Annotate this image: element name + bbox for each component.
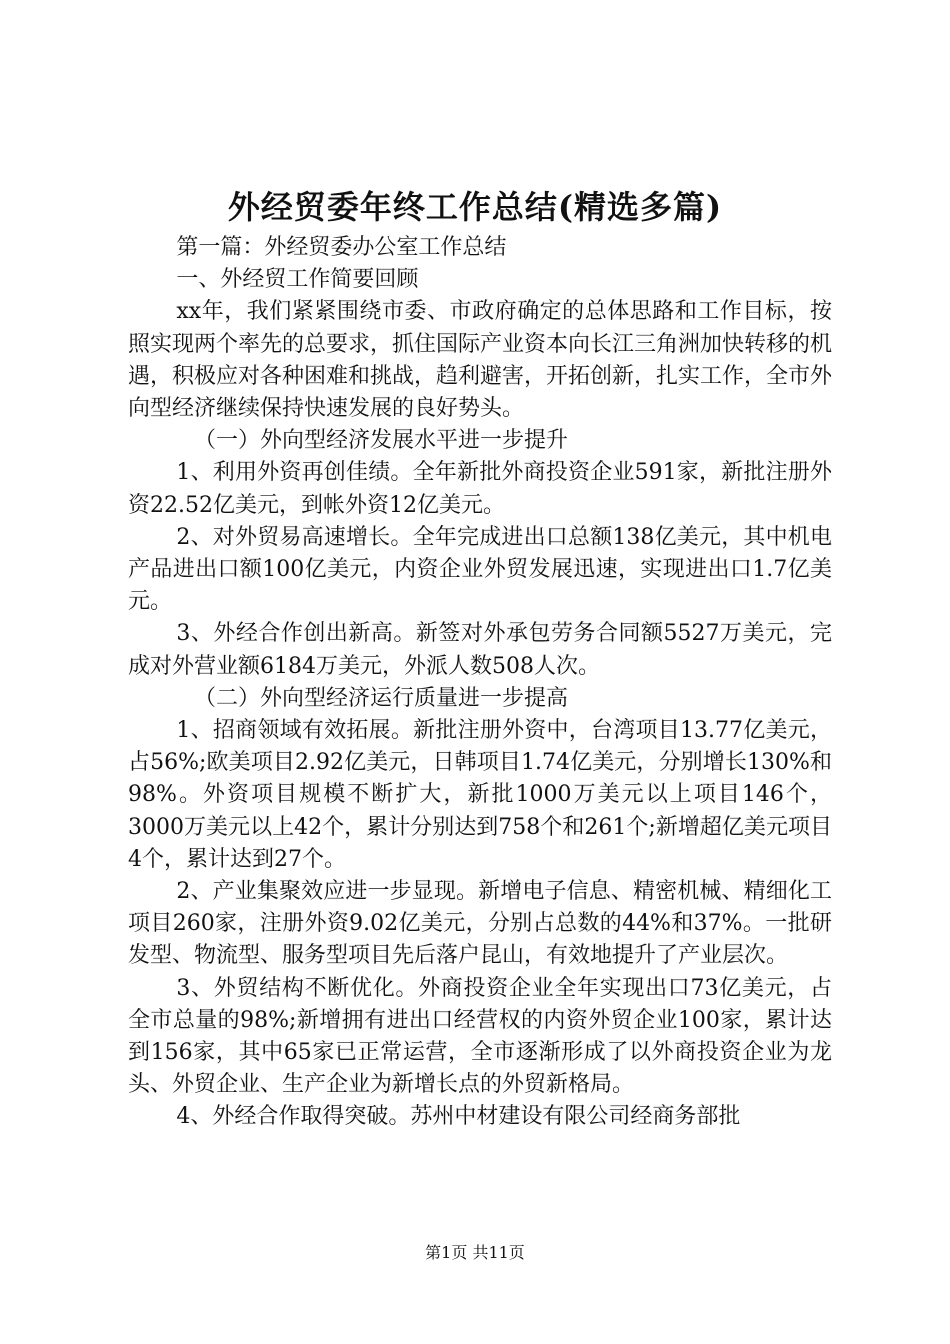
- paragraph-investment-fields: 1、招商领域有效拓展。新批注册外资中，台湾项目13.77亿美元，占56%;欧美项目2.92亿美元，日韩项目1.74亿美元，分别增长130%和98%。外资项目规模不断扩大，新批1000万美元以上项目146个，3000万美元以上42个，累计分别达到758个和261个;新增超亿美元项目4个，累计达到27个。: [128, 718, 832, 872]
- paragraph-industry-cluster: 2、产业集聚效应进一步显现。新增电子信息、精密机械、精细化工项目260家，注册外资9.02亿美元，分别占总数的44%和37%。一批研发型、物流型、服务型项目先后落户昆山，有效地提升了产业层次。: [128, 879, 832, 969]
- paragraph-foreign-trade: 2、对外贸易高速增长。全年完成进出口总额138亿美元，其中机电产品进出口额100亿美元，内资企业外贸发展迅速，实现进出口1.7亿美元。: [128, 524, 832, 615]
- paragraph-foreign-capital: 1、利用外资再创佳绩。全年新批外商投资企业591家，新批注册外资22.52亿美元，到帐外资12亿美元。: [128, 460, 832, 518]
- intro-paragraph: xx年，我们紧紧围绕市委、市政府确定的总体思路和工作目标，按照实现两个率先的总要求，抓住国际产业资本向长江三角洲加快转移的机遇，积极应对各种困难和挑战，趋利避害，开拓创新，扎实工作，全市外向型经济继续保持快速发展的良好势头。: [128, 299, 833, 422]
- paragraph-trade-structure: 3、外贸结构不断优化。外商投资企业全年实现出口73亿美元，占全市总量的98%;新增拥有进出口经营权的内资外贸企业100家，累计达到156家，其中65家已正常运营，全市逐渐形成了以外商投资企业为龙头、外贸企业、生产企业为新增长点的外贸新格局。: [128, 975, 832, 1098]
- paragraph-economic-cooperation: 3、外经合作创出新高。新签对外承包劳务合同额5527万美元，完成对外营业额6184万美元，外派人数508人次。: [128, 621, 832, 679]
- document-title: 外经贸委年终工作总结(精选多篇): [227, 188, 723, 226]
- document-body: [128, 232, 832, 1134]
- sub-heading-quality: （二）外向型经济运行质量进一步提高: [194, 685, 569, 711]
- heading-review: 一、外经贸工作简要回顾: [176, 267, 419, 293]
- sub-heading-level: （一）外向型经济发展水平进一步提升: [194, 428, 569, 454]
- section-title: 第一篇：外经贸委办公室工作总结: [176, 235, 507, 260]
- paragraph-cooperation-breakthrough: 4、外经合作取得突破。苏州中材建设有限公司经商务部批: [176, 1104, 741, 1130]
- page-footer: 第1页 共11页: [425, 1243, 525, 1262]
